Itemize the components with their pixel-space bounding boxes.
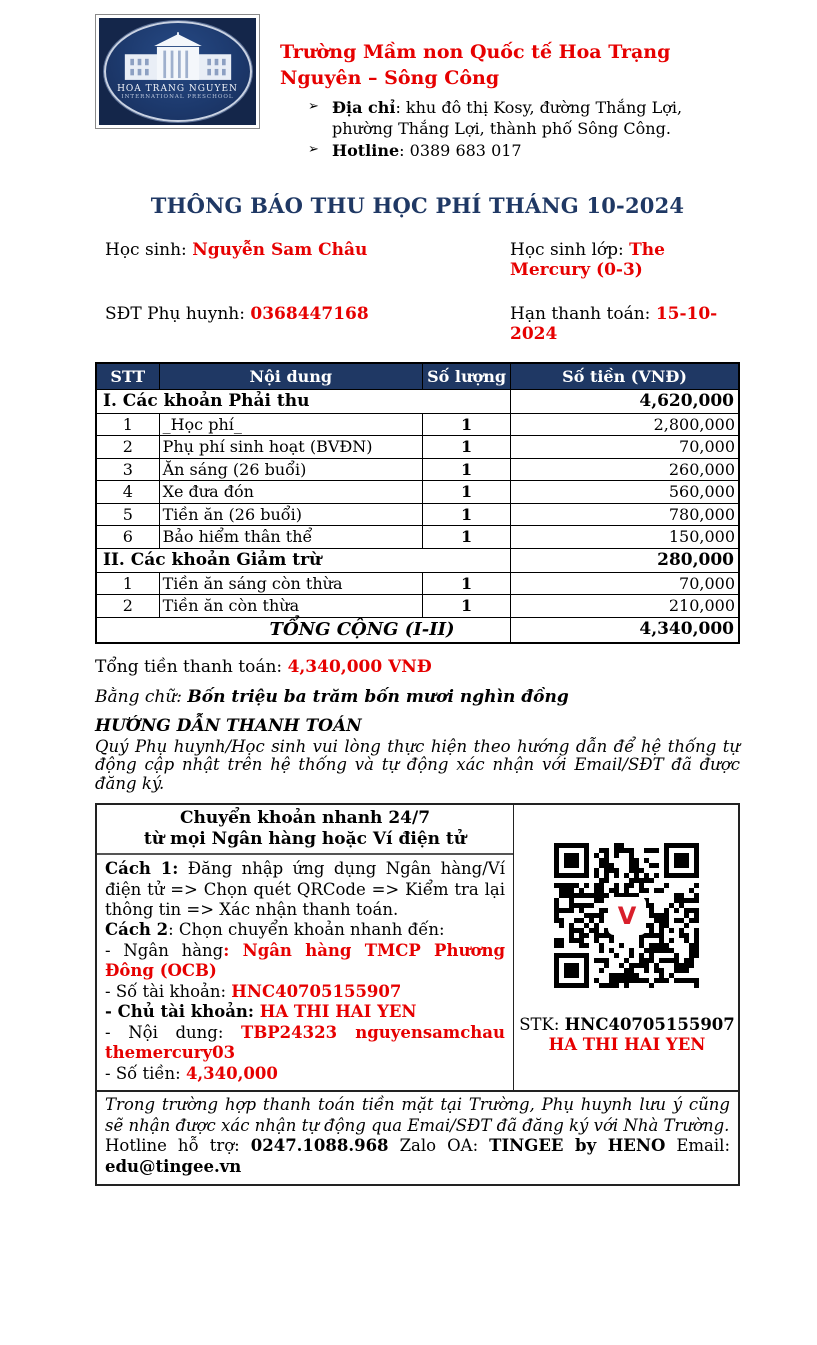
- whitehouse-building-icon: [123, 31, 233, 83]
- cell-soluong: 1: [423, 481, 511, 504]
- payment-header-line1: Chuyển khoản nhanh 24/7: [179, 807, 431, 828]
- account-number-value: HNC40705155907: [231, 981, 402, 1001]
- student-name-line: [105, 240, 510, 280]
- method-2-text: : Chọn chuyển khoản nhanh đến:: [168, 920, 445, 940]
- header-text: [280, 14, 740, 161]
- total-payment-label: Tổng tiền thanh toán:: [95, 656, 288, 677]
- email-label: Email:: [665, 1136, 731, 1156]
- cell-noidung: _Học phí_: [159, 413, 422, 436]
- vietqr-letter: V: [617, 901, 637, 930]
- account-number-line: [105, 982, 505, 1002]
- cell-stt: 3: [96, 458, 159, 481]
- grand-total-row: [96, 617, 739, 642]
- parent-phone-label: SĐT Phụ huynh:: [105, 303, 251, 324]
- school-logo: [95, 14, 260, 129]
- address-line: [308, 97, 740, 139]
- table-row: [96, 413, 739, 436]
- cell-soluong: 1: [423, 458, 511, 481]
- student-name-value: Nguyễn Sam Châu: [192, 239, 368, 260]
- document-header: [95, 0, 740, 161]
- cell-noidung: Bảo hiểm thân thể: [159, 526, 422, 549]
- cell-noidung: Ăn sáng (26 buổi): [159, 458, 422, 481]
- cell-noidung: Xe đưa đón: [159, 481, 422, 504]
- payment-header-line2: từ mọi Ngân hàng hoặc Ví điện tử: [143, 828, 467, 849]
- due-date-value: 15-10-2024: [510, 303, 718, 344]
- bank-line: [105, 941, 505, 982]
- bank-value: : Ngân hàng TMCP Phương Đông (OCB): [105, 940, 505, 981]
- cell-sotien: 70,000: [511, 436, 739, 459]
- grand-total-label: TỔNG CỘNG (I-II): [96, 617, 511, 642]
- qr-account-value: HNC40705155907: [564, 1014, 735, 1034]
- logo-text-line1: HOA TRANG NGUYEN: [117, 84, 238, 94]
- transfer-content-line: [105, 1023, 505, 1064]
- cell-sotien: 560,000: [511, 481, 739, 504]
- section-title: II. Các khoản Giảm trừ: [96, 548, 511, 572]
- cell-sotien: 260,000: [511, 458, 739, 481]
- cell-noidung: Tiền ăn (26 buổi): [159, 503, 422, 526]
- table-row: [96, 436, 739, 459]
- arrow-bullet-icon: ➢: [308, 99, 319, 115]
- cell-stt: 4: [96, 481, 159, 504]
- student-info: [95, 240, 740, 344]
- amount-in-words-line: [95, 687, 740, 707]
- address-value: : khu đô thị Kosy, đường Thắng Lợi, phường Thắng Lợi, thành phố Sông Công.: [332, 98, 683, 139]
- payment-guide-note: Quý Phụ huynh/Học sinh vui lòng thực hiện theo hướng dẫn để hệ thống tự động cập nhật trên hệ thống và tự động xác nhận với Email/SĐT đã được đăng ký.: [95, 736, 740, 793]
- grand-total-value: 4,340,000: [511, 617, 739, 642]
- student-class-label: Học sinh lớp:: [510, 239, 630, 260]
- qr-code: [536, 825, 718, 1007]
- due-date-line: [510, 304, 750, 344]
- cell-soluong: 1: [423, 503, 511, 526]
- method-1-label: Cách 1:: [105, 859, 179, 879]
- col-header-soluong: Số lượng: [423, 363, 511, 390]
- hotline-label: Hotline: [332, 140, 400, 160]
- table-header-row: [96, 363, 739, 390]
- vietqr-logo-icon: [610, 899, 644, 933]
- transfer-amount-line: [105, 1064, 505, 1084]
- support-hotline-label: Hotline hỗ trợ:: [105, 1136, 251, 1156]
- payment-box: [95, 803, 740, 1092]
- support-hotline-value: 0247.1088.968: [250, 1136, 389, 1156]
- cell-stt: 2: [96, 436, 159, 459]
- cell-noidung: Tiền ăn sáng còn thừa: [159, 572, 422, 595]
- section-title: I. Các khoản Phải thu: [96, 390, 511, 414]
- cell-stt: 6: [96, 526, 159, 549]
- account-owner-line: [105, 1002, 505, 1022]
- qr-owner-name: HA THI HAI YEN: [548, 1034, 706, 1054]
- amount-in-words-value: Bốn triệu ba trăm bốn mươi nghìn đồng: [187, 686, 569, 707]
- qr-panel: [514, 805, 740, 1090]
- transfer-amount-value: 4,340,000: [185, 1063, 278, 1083]
- amount-in-words-label: Bằng chữ:: [95, 686, 188, 707]
- bank-label: - Ngân hàng: [105, 940, 224, 960]
- support-contacts-line: [105, 1136, 730, 1177]
- email-value: edu@tingee.vn: [105, 1156, 242, 1176]
- logo-text-line2: INTERNATIONAL PRESCHOOL: [121, 94, 234, 100]
- section-row-giam-tru: [96, 548, 739, 572]
- col-header-sotien: Số tiền (VNĐ): [511, 363, 739, 390]
- page-title: THÔNG BÁO THU HỌC PHÍ THÁNG 10-2024: [150, 192, 685, 218]
- cell-sotien: 210,000: [511, 595, 739, 618]
- cell-sotien: 780,000: [511, 503, 739, 526]
- table-row: [96, 503, 739, 526]
- cell-soluong: 1: [423, 572, 511, 595]
- header-bullet-list: [308, 97, 740, 160]
- due-date-label: Hạn thanh toán:: [510, 303, 656, 324]
- qr-account-line: [519, 1015, 735, 1034]
- table-row: [96, 458, 739, 481]
- school-logo-oval: [104, 21, 252, 122]
- cell-sotien: 150,000: [511, 526, 739, 549]
- zalo-value: TINGEE by HENO: [489, 1136, 666, 1156]
- student-name-label: Học sinh:: [105, 239, 193, 260]
- hotline-value: : 0389 683 017: [399, 140, 522, 160]
- table-row: [96, 481, 739, 504]
- fee-table: [95, 362, 740, 644]
- cell-sotien: 70,000: [511, 572, 739, 595]
- payment-box-header: [97, 805, 513, 856]
- payment-box-body: [97, 855, 513, 1090]
- cell-noidung: Tiền ăn còn thừa: [159, 595, 422, 618]
- account-owner-label: - Chủ tài khoản:: [105, 1002, 260, 1022]
- parent-phone-value: 0368447168: [250, 303, 369, 324]
- col-header-noidung: Nội dung: [159, 363, 422, 390]
- cell-soluong: 1: [423, 526, 511, 549]
- method-2-line: [105, 920, 505, 940]
- method-2-label: Cách 2: [105, 920, 169, 940]
- total-payment-value: 4,340,000 VNĐ: [287, 656, 432, 677]
- cash-payment-note: Trong trường hợp thanh toán tiền mặt tại Trường, Phụ huynh lưu ý cũng sẽ nhận được xác nhận tự động qua Emai/SĐT đã đăng ký với Nhà Trường.: [105, 1095, 730, 1135]
- cell-noidung: Phụ phí sinh hoạt (BVĐN): [159, 436, 422, 459]
- address-label: Địa chỉ: [332, 98, 396, 118]
- account-owner-value: HA THI HAI YEN: [259, 1002, 417, 1022]
- payment-guide-title: HƯỚNG DẪN THANH TOÁN: [95, 715, 362, 736]
- transfer-content-label: - Nội dung:: [105, 1022, 242, 1042]
- transfer-content-value: TBP24323 nguyensamchau themercury03: [105, 1022, 505, 1063]
- qr-account-label: STK:: [519, 1014, 565, 1034]
- cell-soluong: 1: [423, 595, 511, 618]
- cell-soluong: 1: [423, 413, 511, 436]
- cell-stt: 2: [96, 595, 159, 618]
- section-total: 4,620,000: [511, 390, 739, 414]
- zalo-label: Zalo OA:: [388, 1136, 490, 1156]
- school-logo-background: [99, 18, 256, 125]
- section-row-phai-thu: [96, 390, 739, 414]
- arrow-bullet-icon: ➢: [308, 141, 319, 157]
- payment-instructions: [97, 805, 514, 1090]
- school-name: Trường Mầm non Quốc tế Hoa Trạng Nguyên – Sông Công: [280, 41, 671, 89]
- col-header-stt: STT: [96, 363, 159, 390]
- table-row: [96, 595, 739, 618]
- student-class-line: [510, 240, 750, 280]
- footer-box: [95, 1092, 740, 1186]
- cell-soluong: 1: [423, 436, 511, 459]
- table-row: [96, 572, 739, 595]
- student-class-value: The Mercury (0-3): [510, 239, 665, 280]
- total-payment-line: [95, 657, 740, 677]
- account-number-label: - Số tài khoản:: [105, 981, 232, 1001]
- cell-stt: 1: [96, 572, 159, 595]
- cell-stt: 5: [96, 503, 159, 526]
- cell-stt: 1: [96, 413, 159, 436]
- method-1-line: [105, 859, 505, 920]
- parent-phone-line: [105, 304, 510, 344]
- table-row: [96, 526, 739, 549]
- method-1-text: Đăng nhập ứng dụng Ngân hàng/Ví điện tử => Chọn quét QRCode => Kiểm tra lại thông tin => Xác nhận thanh toán.: [105, 859, 506, 919]
- cell-sotien: 2,800,000: [511, 413, 739, 436]
- section-total: 280,000: [511, 548, 739, 572]
- transfer-amount-label: - Số tiền:: [105, 1063, 186, 1083]
- hotline-line: [308, 140, 740, 161]
